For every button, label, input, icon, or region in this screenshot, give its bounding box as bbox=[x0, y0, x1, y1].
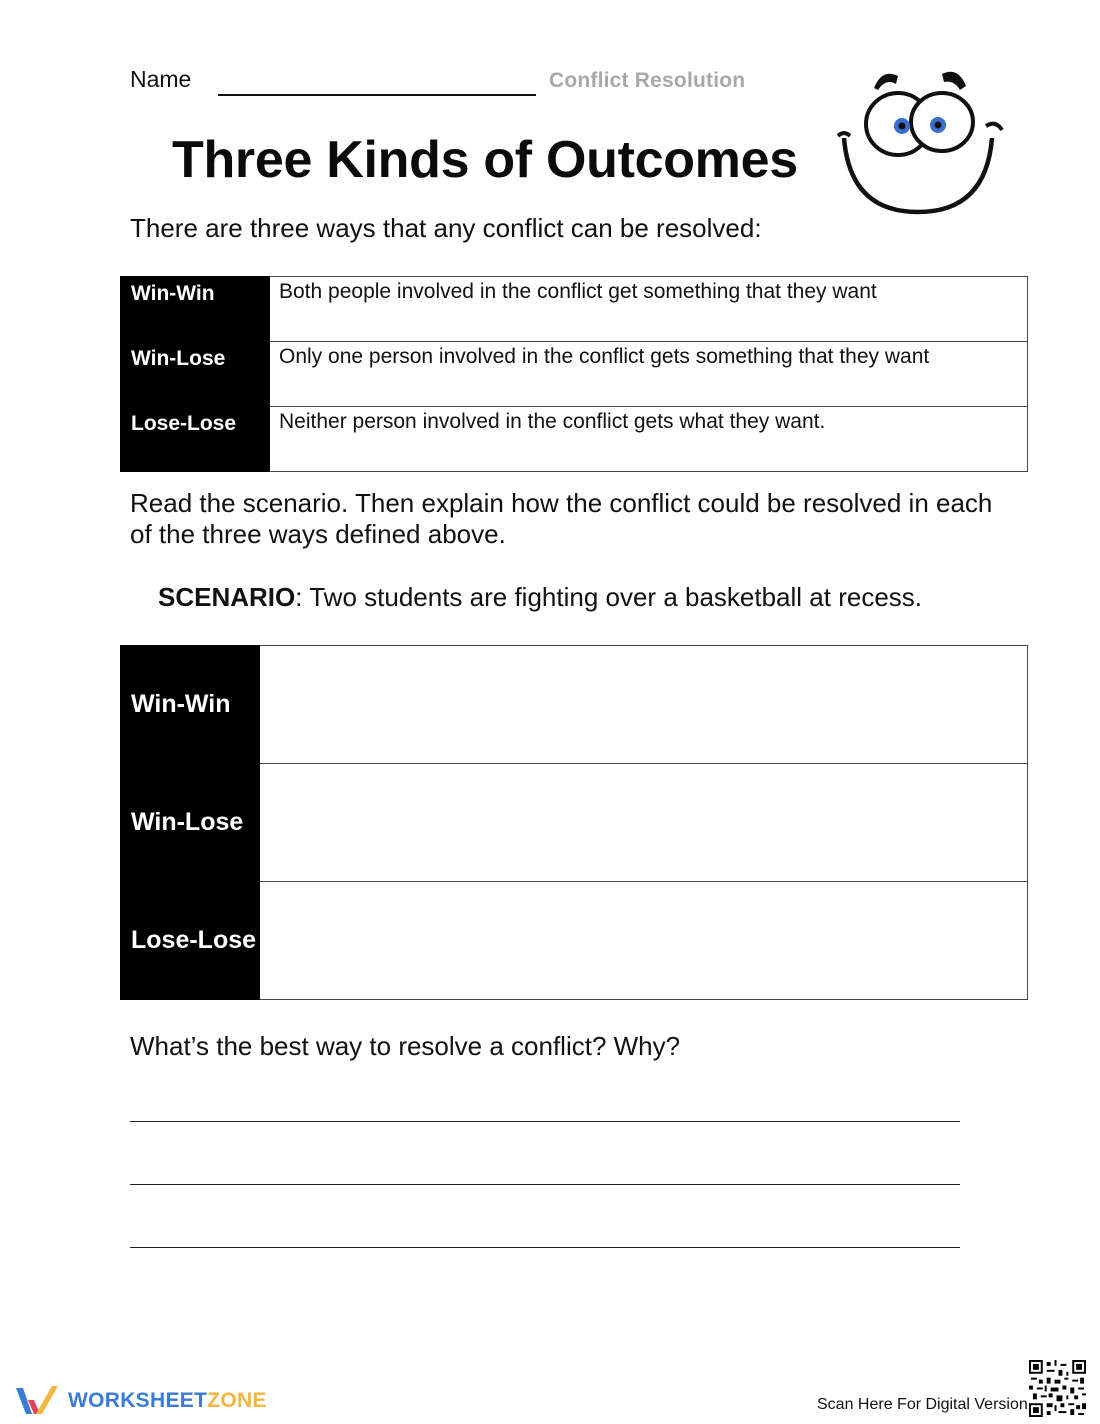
definition-meaning: Only one person involved in the conflict gets something that they want bbox=[270, 342, 1028, 407]
brand-name-part2: ZONE bbox=[207, 1389, 267, 1412]
name-label: Name bbox=[130, 66, 192, 92]
instructions-text: Read the scenario. Then explain how the conflict could be resolved in each of the three ways defined above. bbox=[130, 488, 993, 549]
answer-row bbox=[121, 646, 1028, 764]
worksheetzone-logo-icon bbox=[14, 1384, 60, 1418]
scenario-description: : Two students are fighting over a basketball at recess. bbox=[295, 582, 923, 612]
definition-row bbox=[121, 277, 1028, 342]
answer-box[interactable] bbox=[260, 646, 1028, 764]
answer-row bbox=[121, 882, 1028, 1000]
definition-term: Win-Win bbox=[121, 277, 270, 342]
answer-row bbox=[121, 764, 1028, 882]
definitions-table bbox=[120, 276, 1028, 472]
answer-box[interactable] bbox=[260, 882, 1028, 1000]
answer-line[interactable] bbox=[130, 1184, 960, 1185]
page-title: Three Kinds of Outcomes bbox=[172, 131, 798, 189]
definition-term: Win-Lose bbox=[121, 342, 270, 407]
definition-row bbox=[121, 342, 1028, 407]
answer-term: Win-Win bbox=[121, 646, 260, 764]
scan-label: Scan Here For Digital Version bbox=[817, 1396, 1028, 1413]
brand-name-part1: WORKSHEET bbox=[68, 1389, 208, 1412]
scenario-text bbox=[158, 582, 922, 613]
answer-box[interactable] bbox=[260, 764, 1028, 882]
definition-meaning: Neither person involved in the conflict gets what they want. bbox=[270, 407, 1028, 472]
name-input-line[interactable] bbox=[218, 94, 536, 96]
answer-line[interactable] bbox=[130, 1247, 960, 1248]
answer-term: Lose-Lose bbox=[121, 882, 260, 1000]
brand-logo bbox=[14, 1384, 267, 1418]
reflection-question: What’s the best way to resolve a conflict? Why? bbox=[130, 1031, 681, 1061]
subject-label: Conflict Resolution bbox=[549, 69, 746, 92]
answer-line[interactable] bbox=[130, 1121, 960, 1122]
smiley-face-icon bbox=[830, 62, 1010, 222]
definition-meaning: Both people involved in the conflict get something that they want bbox=[270, 277, 1028, 342]
scenario-label: SCENARIO bbox=[158, 582, 296, 612]
definition-row bbox=[121, 407, 1028, 472]
qr-code-icon[interactable] bbox=[1029, 1360, 1086, 1417]
intro-text: There are three ways that any conflict can be resolved: bbox=[130, 213, 762, 243]
answer-term: Win-Lose bbox=[121, 764, 260, 882]
definition-term: Lose-Lose bbox=[121, 407, 270, 472]
answers-table bbox=[120, 645, 1028, 1000]
brand-name bbox=[68, 1389, 267, 1413]
